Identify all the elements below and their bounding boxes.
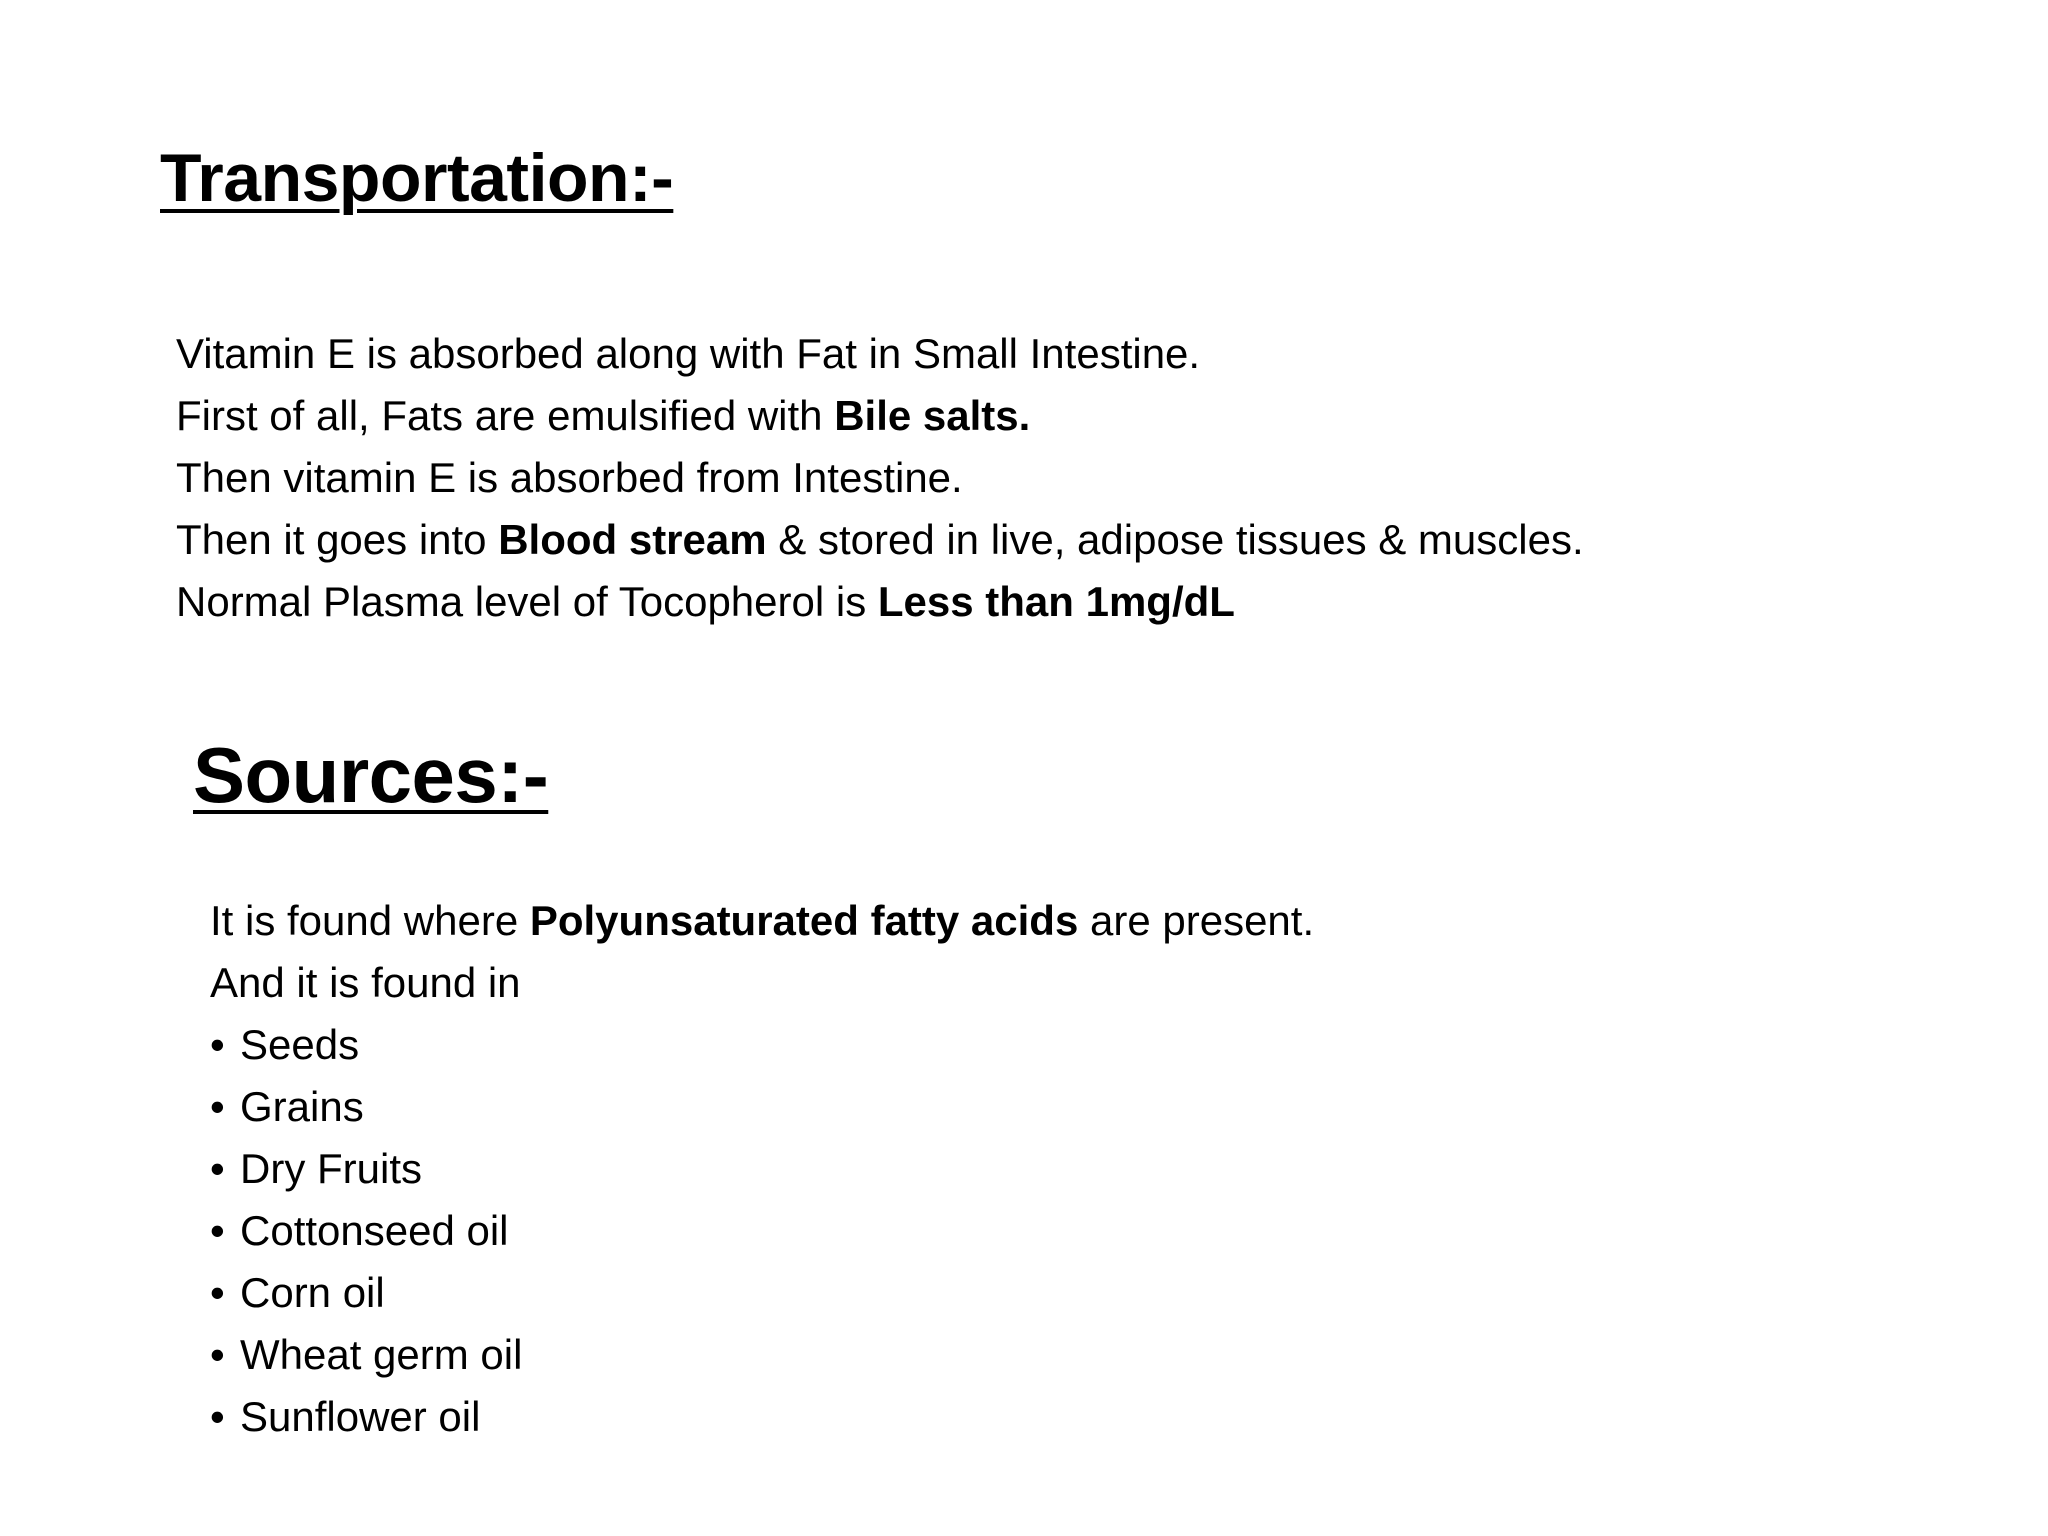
bullet-icon: •	[210, 1331, 225, 1378]
transport-line-1	[176, 323, 1584, 385]
transport-line-2-text: First of all, Fats are emulsified with	[176, 392, 835, 439]
bullet-icon: •	[210, 1083, 225, 1130]
transport-line-4-text: Then it goes into	[176, 516, 499, 563]
list-item	[210, 1200, 1314, 1262]
list-item-label: Seeds	[240, 1021, 360, 1068]
transport-line-3-text: Then vitamin E is absorbed from Intestine.	[176, 454, 963, 501]
sources-intro-line	[210, 890, 1314, 952]
sources-text-block	[210, 890, 1314, 1448]
bile-salts-emphasis: Bile salts.	[834, 392, 1031, 439]
list-item-label: Corn oil	[240, 1269, 385, 1316]
bullet-icon: •	[210, 1269, 225, 1316]
list-item	[210, 1138, 1314, 1200]
list-item-label: Cottonseed oil	[240, 1207, 509, 1254]
transport-line-5-text: Normal Plasma level of Tocopherol is	[176, 578, 878, 625]
transport-line-3	[176, 447, 1584, 509]
transport-line-4	[176, 509, 1584, 571]
bullet-icon: •	[210, 1021, 225, 1068]
sources-heading: Sources:-	[193, 731, 549, 819]
sources-list	[210, 1014, 1314, 1448]
list-item	[210, 1014, 1314, 1076]
list-item-label: Grains	[240, 1083, 364, 1130]
transportation-text-block	[176, 323, 1584, 633]
list-item	[210, 1262, 1314, 1324]
plasma-level-emphasis: Less than 1mg/dL	[877, 578, 1235, 625]
transport-line-2	[176, 385, 1584, 447]
list-item	[210, 1386, 1314, 1448]
transport-line-4-tail: & stored in live, adipose tissues & muscles.	[766, 516, 1584, 563]
sources-lead-line: And it is found in	[210, 959, 521, 1006]
sources-intro-tail: are present.	[1078, 897, 1315, 944]
list-item-label: Sunflower oil	[240, 1393, 481, 1440]
pufa-emphasis: Polyunsaturated fatty acids	[529, 897, 1079, 944]
transport-line-5	[176, 571, 1584, 633]
bullet-icon: •	[210, 1207, 225, 1254]
list-item	[210, 1324, 1314, 1386]
bullet-icon: •	[210, 1145, 225, 1192]
list-item-label: Wheat germ oil	[240, 1331, 523, 1378]
blood-stream-emphasis: Blood stream	[498, 516, 767, 563]
list-item	[210, 1076, 1314, 1138]
transport-line-1-text: Vitamin E is absorbed along with Fat in Small Intestine.	[176, 330, 1201, 377]
sources-intro-text: It is found where	[210, 897, 530, 944]
transportation-heading: Transportation:-	[160, 140, 674, 216]
list-item-label: Dry Fruits	[240, 1145, 422, 1192]
bullet-icon: •	[210, 1393, 225, 1440]
